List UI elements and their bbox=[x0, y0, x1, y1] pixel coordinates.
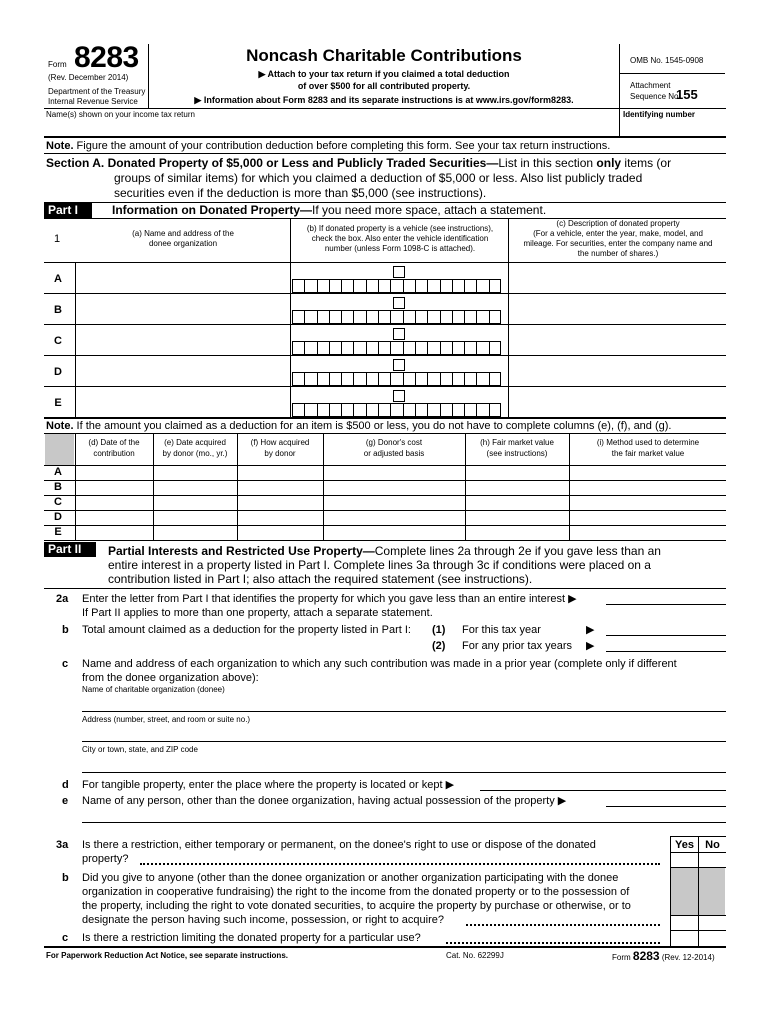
line-2a-text: Enter the letter from Part I that identifies the property for which you gave less than an entire interest ▶ bbox=[82, 593, 577, 605]
line-3b-leader bbox=[466, 924, 660, 926]
part-2-title-line-2: entire interest in a property listed in Part I. Complete lines 3a through 3c if conditions were placed on a bbox=[108, 558, 651, 572]
vehicle-checkbox-e[interactable] bbox=[393, 390, 405, 402]
col-b-header-1: (b) If donated property is a vehicle (see instructions), bbox=[306, 224, 494, 233]
part-2-title-line-3: contribution listed in Part I; also attach the required statement (see instructions). bbox=[108, 572, 533, 586]
row-d-rule bbox=[44, 386, 726, 387]
revision-date: (Rev. December 2014) bbox=[48, 73, 129, 82]
col-e-header-2: by donor (mo., yr.) bbox=[162, 449, 228, 458]
col-h-header-2: (see instructions) bbox=[486, 449, 548, 458]
attachment-label: Attachment bbox=[630, 81, 671, 90]
vehicle-checkbox-b[interactable] bbox=[393, 297, 405, 309]
table2-row-e-rule bbox=[44, 540, 726, 541]
row-label-c: C bbox=[54, 335, 62, 347]
names-field[interactable] bbox=[46, 120, 616, 136]
row-label-d: D bbox=[54, 366, 62, 378]
header-divider-right bbox=[619, 44, 620, 108]
org-name-label: Name of charitable organization (donee) bbox=[82, 685, 225, 694]
sequence-label: Sequence No. bbox=[630, 92, 681, 101]
line-2c-text-1: Name and address of each organization to which any such contribution was made in a prior year (complete only if different bbox=[82, 658, 677, 670]
header-divider-left bbox=[148, 44, 149, 108]
col-i-header-1: (i) Method used to determine bbox=[596, 438, 700, 447]
line-1-number: 1 bbox=[54, 233, 61, 245]
note-1-text: Figure the amount of your contribution deduction before completing this form. See your tax return instructions. bbox=[73, 140, 611, 152]
row-label-b: B bbox=[54, 304, 62, 316]
line-3a-yes-box[interactable] bbox=[671, 853, 698, 867]
header-bottom-rule bbox=[44, 108, 726, 109]
line-3b-number: b bbox=[62, 872, 69, 884]
col-c-header-3: mileage. For securities, enter the company name and bbox=[523, 239, 713, 248]
part-1-title: Information on Donated Property—If you need more space, attach a statement. bbox=[112, 203, 547, 217]
col-b-left-border bbox=[290, 218, 291, 418]
vehicle-checkbox-d[interactable] bbox=[393, 359, 405, 371]
line-2a-number: 2a bbox=[56, 593, 69, 605]
line-2e-field[interactable] bbox=[606, 806, 726, 807]
form-number: 8283 bbox=[74, 41, 139, 74]
vehicle-checkbox-c[interactable] bbox=[393, 328, 405, 340]
footer-form-id: Form 8283 (Rev. 12-2014) bbox=[612, 949, 715, 963]
col-d-header-1: (d) Date of the bbox=[88, 438, 140, 447]
line-2b-1-marker: (1) bbox=[432, 624, 446, 636]
org-name-rule bbox=[82, 711, 726, 712]
info-instruction: ▶ Information about Form 8283 and its separate instructions is at www.irs.gov/form8283. bbox=[194, 95, 574, 105]
col-c-header-1: (c) Description of donated property bbox=[556, 219, 680, 228]
line-3c-yes-box[interactable] bbox=[671, 931, 698, 945]
table2-row-b-rule bbox=[44, 495, 726, 496]
catalog-number: Cat. No. 62299J bbox=[446, 951, 504, 960]
vehicle-checkbox-a[interactable] bbox=[393, 266, 405, 278]
line-2b-1-arrow: ▶ bbox=[586, 624, 595, 636]
line-2c-number: c bbox=[62, 658, 69, 670]
org-name-field[interactable] bbox=[82, 696, 726, 710]
vin-boxes-e[interactable] bbox=[292, 403, 501, 417]
part-2-label: Part II bbox=[44, 542, 96, 557]
line-2c-text-2: from the donee organization above): bbox=[82, 672, 259, 684]
row-label-shade bbox=[45, 434, 74, 465]
omb-number: OMB No. 1545-0908 bbox=[630, 56, 704, 65]
form-word: Form bbox=[48, 60, 67, 69]
note-2-rule bbox=[44, 433, 726, 434]
line-2b-1-field[interactable] bbox=[606, 635, 726, 636]
section-a-line-3: securities even if the deduction is more than $5,000 (see instructions). bbox=[114, 186, 487, 200]
section-a-line-2: groups of similar items) for which you claimed a deduction of $5,000 or less. Also list publicly traded bbox=[114, 171, 643, 185]
col-c-left-border bbox=[508, 218, 509, 418]
table2-header-rule bbox=[44, 465, 726, 466]
attach-instruction-1: ▶ Attach to your tax return if you claimed a total deduction bbox=[258, 69, 510, 79]
col-c-header-2: (For a vehicle, enter the year, make, model, and bbox=[533, 229, 703, 238]
line-3c-text: Is there a restriction limiting the donated property for a particular use? bbox=[82, 932, 421, 944]
line-3b-text-1: Did you give to anyone (other than the donee organization or another organization participating with the donee bbox=[82, 872, 619, 884]
attach-instruction-2: of over $500 for all contributed property. bbox=[297, 81, 471, 91]
id-divider bbox=[619, 108, 620, 137]
line-3c-no-box[interactable] bbox=[699, 931, 726, 945]
vin-boxes-b[interactable] bbox=[292, 310, 501, 324]
footer-rule bbox=[44, 946, 726, 948]
line-3c-leader bbox=[446, 942, 660, 944]
section-a-title: Section A. Donated Property of $5,000 or Less and Publicly Traded Securities— bbox=[46, 156, 499, 170]
line-2b-1-text: For this tax year bbox=[462, 624, 541, 636]
col-c-header-4: the number of shares.) bbox=[577, 249, 659, 258]
line-2e-rule bbox=[82, 822, 726, 823]
col-f-header-1: (f) How acquired bbox=[250, 438, 310, 447]
row2-label-a: A bbox=[54, 466, 62, 478]
no-header: No bbox=[705, 839, 720, 851]
department-line-1: Department of the Treasury bbox=[48, 87, 146, 96]
line-2b-2-field[interactable] bbox=[606, 651, 726, 652]
col-b-header-2: check the box. Also enter the vehicle identification bbox=[311, 234, 489, 243]
row-c-rule bbox=[44, 355, 726, 356]
org-address-label: Address (number, street, and room or suite no.) bbox=[82, 715, 251, 724]
row-label-e: E bbox=[54, 397, 62, 409]
line-3a-leader bbox=[140, 863, 660, 865]
sequence-number: 155 bbox=[676, 87, 698, 102]
row-label-a: A bbox=[54, 273, 62, 285]
line-2d-field[interactable] bbox=[480, 790, 726, 791]
line-2e-text: Name of any person, other than the donee organization, having actual possession of the property ▶ bbox=[82, 795, 567, 807]
org-city-field[interactable] bbox=[82, 756, 726, 770]
col-h-header-1: (h) Fair market value bbox=[480, 438, 554, 447]
line-3b-no-box[interactable] bbox=[699, 916, 726, 930]
org-address-rule bbox=[82, 741, 726, 742]
vin-boxes-c[interactable] bbox=[292, 341, 501, 355]
col-f-header-2: by donor bbox=[264, 449, 296, 458]
line-2a-field[interactable] bbox=[606, 604, 726, 605]
vin-boxes-a[interactable] bbox=[292, 279, 501, 293]
note-2: Note. If the amount you claimed as a deduction for an item is $500 or less, you do not have to complete columns (e), (f), and (g). bbox=[46, 420, 672, 432]
names-bottom-rule bbox=[44, 136, 726, 138]
names-label: Name(s) shown on your income tax return bbox=[46, 110, 195, 119]
line-2d-number: d bbox=[62, 779, 69, 791]
part-1-cols-rule bbox=[44, 262, 726, 263]
vin-boxes-d[interactable] bbox=[292, 372, 501, 386]
paperwork-notice: For Paperwork Reduction Act Notice, see separate instructions. bbox=[46, 951, 288, 960]
col-b-header-3: number (unless Form 1098-C is attached). bbox=[324, 244, 476, 253]
line-3b-shade-divider bbox=[698, 868, 699, 915]
part-1-label: Part I bbox=[44, 203, 92, 218]
col-a-left-border bbox=[75, 262, 76, 418]
omb-divider bbox=[619, 73, 725, 74]
line-3a-text-1: Is there a restriction, either temporary or permanent, on the donee's right to use or dispose of the donated bbox=[82, 839, 596, 851]
note-1 bbox=[46, 139, 610, 153]
yes-header: Yes bbox=[675, 839, 694, 851]
col-g-header-2: or adjusted basis bbox=[363, 449, 425, 458]
department-line-2: Internal Revenue Service bbox=[48, 97, 138, 106]
line-3a-number: 3a bbox=[56, 839, 69, 851]
org-city-label: City or town, state, and ZIP code bbox=[82, 745, 198, 754]
table2-row-d-rule bbox=[44, 525, 726, 526]
part-2-title: Partial Interests and Restricted Use Property—Complete lines 2a through 2e if you gave less than an bbox=[108, 544, 661, 558]
row-b-rule bbox=[44, 324, 726, 325]
row2-label-e: E bbox=[54, 526, 62, 538]
col-g-header-1: (g) Donor's cost bbox=[365, 438, 423, 447]
identifying-number-label: Identifying number bbox=[623, 110, 695, 119]
note-1-rule bbox=[44, 153, 726, 154]
line-2b-text: Total amount claimed as a deduction for the property listed in Part I: bbox=[82, 624, 411, 636]
line-2a-text-2: If Part II applies to more than one property, attach a separate statement. bbox=[82, 607, 433, 619]
line-2e-number: e bbox=[62, 795, 69, 807]
line-3b-text-3: the property, including the right to vote donated securities, to acquire the property by purchase or otherwise, or to bbox=[82, 900, 631, 912]
part-2-header-rule bbox=[44, 588, 726, 589]
row-a-rule bbox=[44, 293, 726, 294]
table2-row-c-rule bbox=[44, 510, 726, 511]
table2-row-a-rule bbox=[44, 480, 726, 481]
line-3a-no-box[interactable] bbox=[699, 853, 726, 867]
col-d-header-2: contribution bbox=[93, 449, 135, 458]
line-3c-number: c bbox=[62, 932, 69, 944]
col-i-header-2: the fair market value bbox=[611, 449, 685, 458]
row2-label-b: B bbox=[54, 481, 62, 493]
line-2b-2-marker: (2) bbox=[432, 640, 446, 652]
line-3a-text-2: property? bbox=[82, 853, 129, 865]
identifying-number-field[interactable] bbox=[621, 120, 725, 136]
col-e-header-1: (e) Date acquired bbox=[164, 438, 226, 447]
line-2b-2-text: For any prior tax years bbox=[462, 640, 573, 652]
section-a-line-1: Section A. Donated Property of $5,000 or Less and Publicly Traded Securities—List in this section only items (or bbox=[46, 156, 672, 170]
line-3b-text-4: designate the person having such income, possession, or right to acquire? bbox=[82, 914, 444, 926]
row2-label-c: C bbox=[54, 496, 62, 508]
line-2b-number: b bbox=[62, 624, 69, 636]
line-2d-text: For tangible property, enter the place where the property is located or kept ▶ bbox=[82, 779, 455, 791]
form-title: Noncash Charitable Contributions bbox=[246, 46, 522, 65]
line-3b-yes-box[interactable] bbox=[671, 916, 698, 930]
row2-label-d: D bbox=[54, 511, 62, 523]
note-1-label: Note. bbox=[46, 140, 74, 152]
col-a-header-2: donee organization bbox=[148, 239, 218, 248]
line-3b-text-2: organization in cooperative fundraising) the right to the income from the donated property or to the possession of bbox=[82, 886, 630, 898]
org-city-rule bbox=[82, 772, 726, 773]
line-2b-2-arrow: ▶ bbox=[586, 640, 595, 652]
col-a-header-1: (a) Name and address of the bbox=[132, 229, 234, 238]
org-address-field[interactable] bbox=[82, 726, 726, 740]
